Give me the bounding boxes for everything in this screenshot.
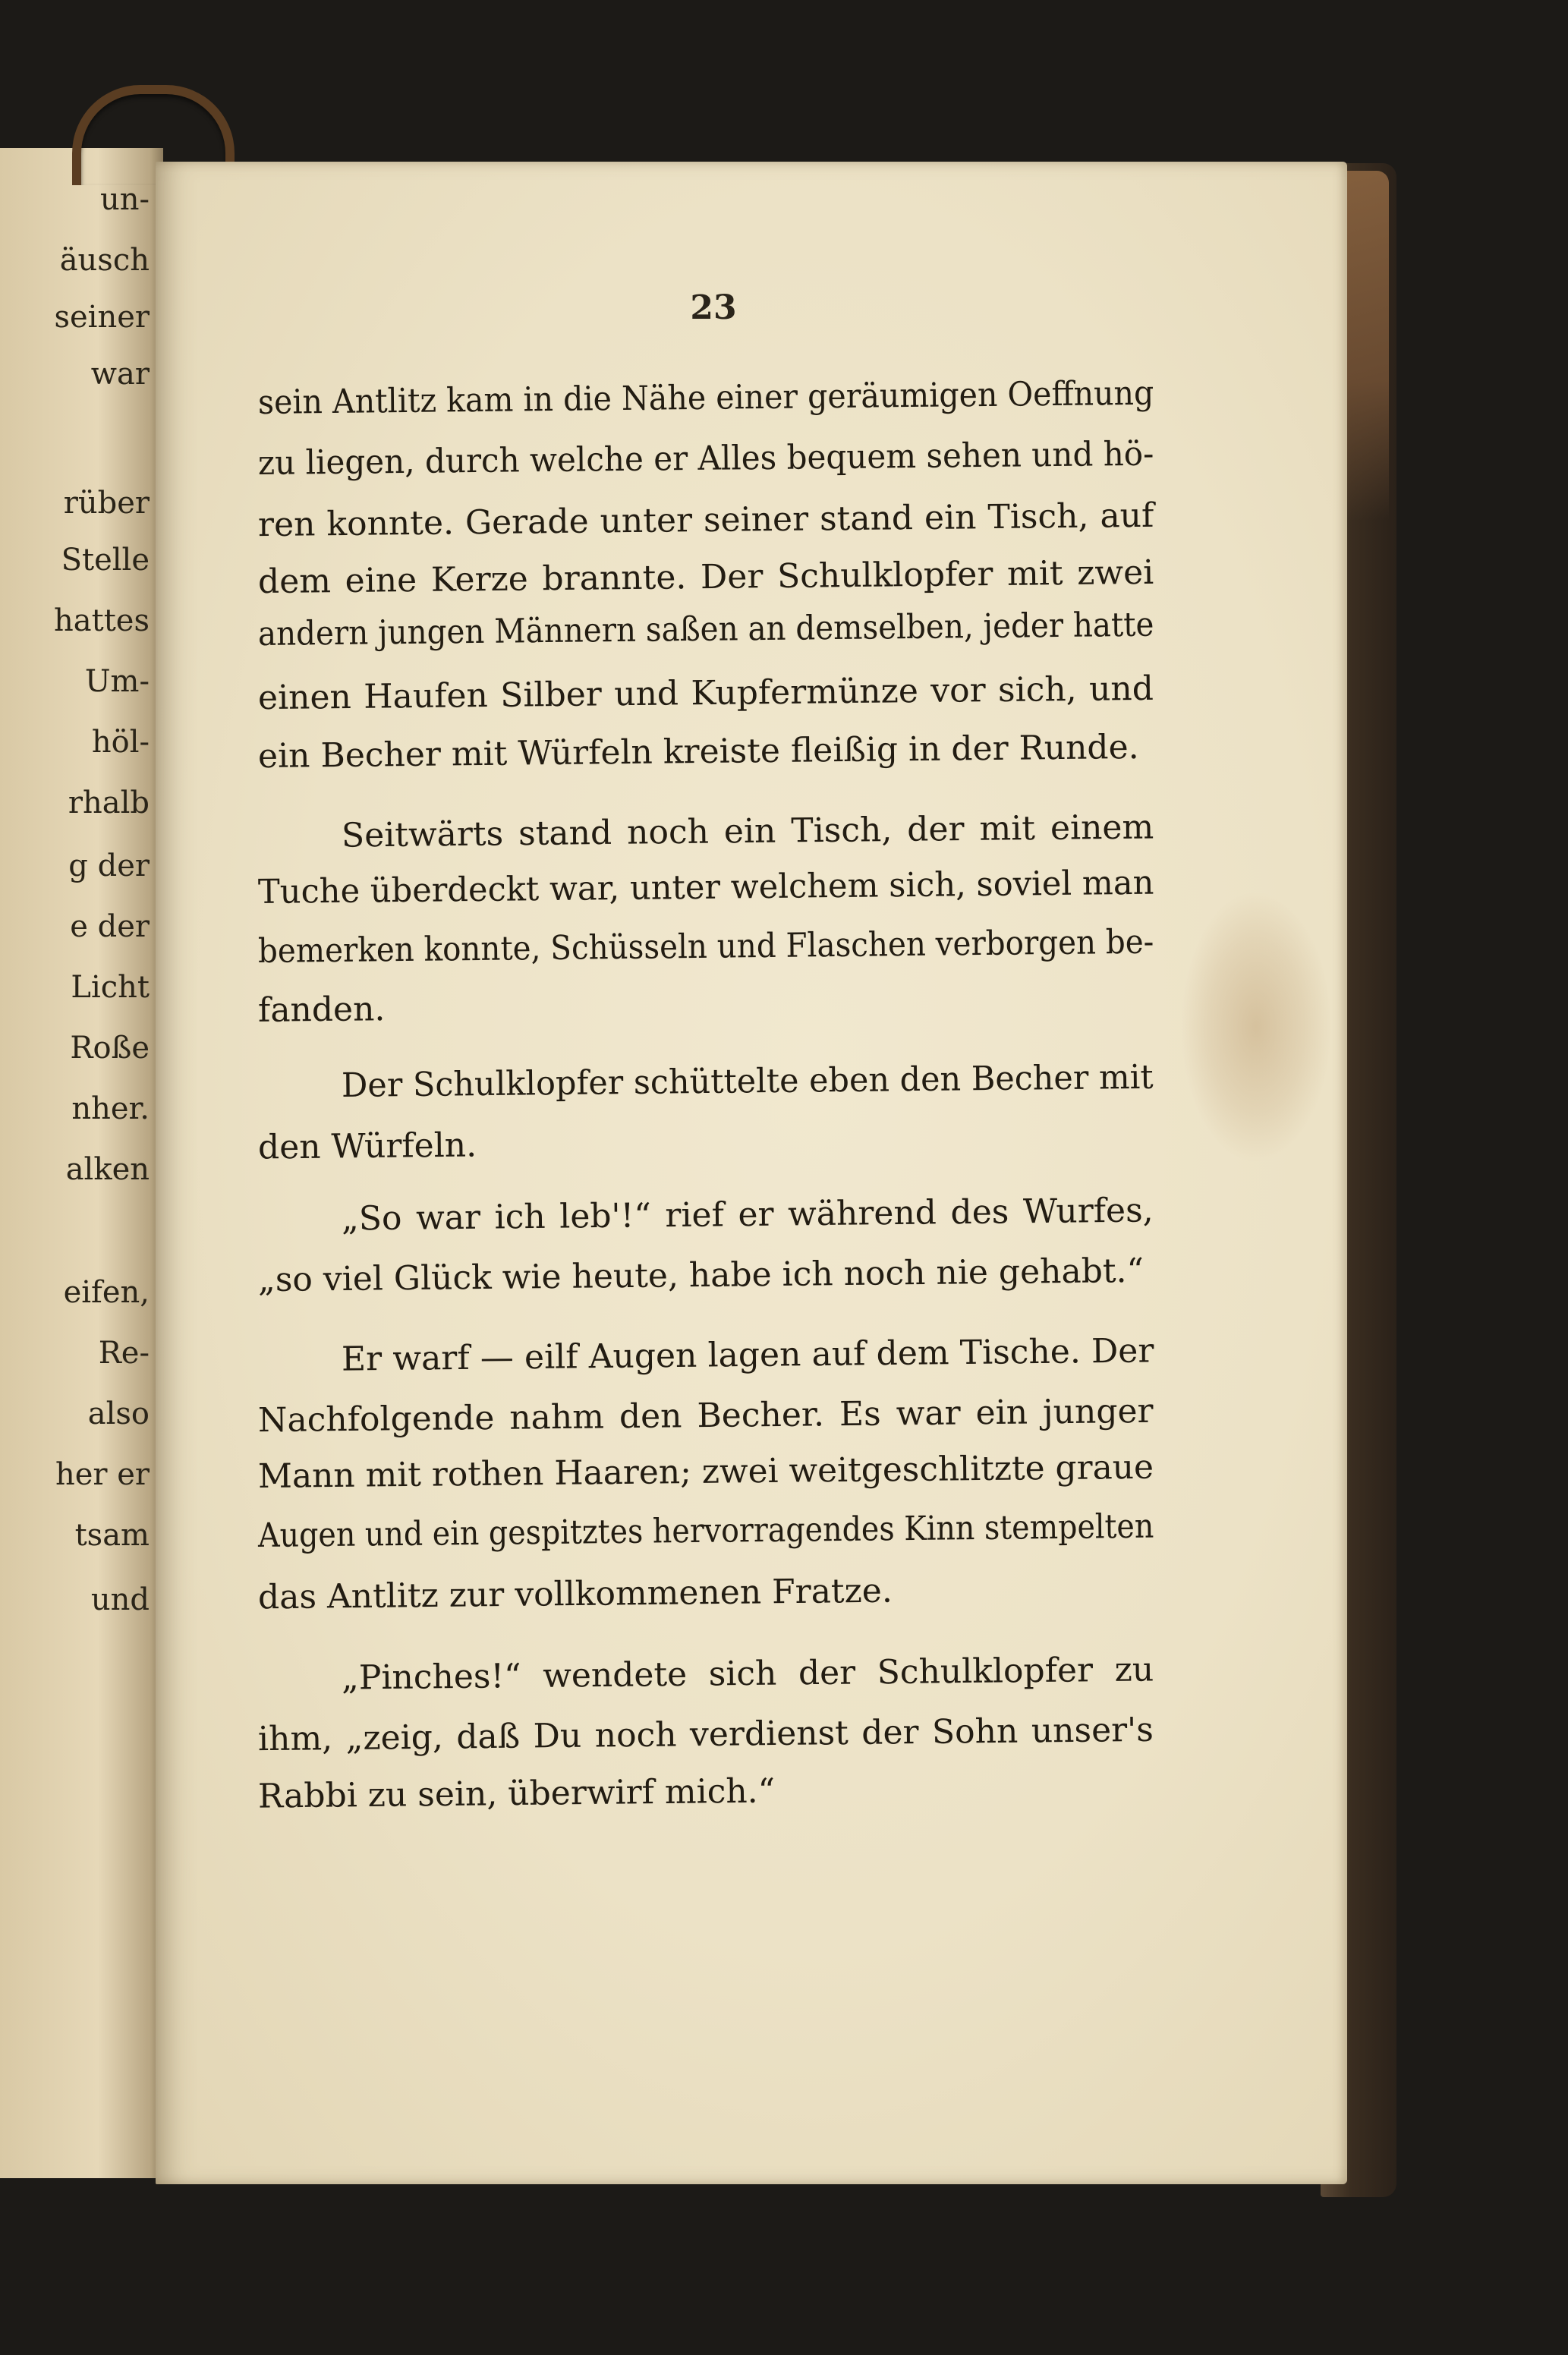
text-line: Rabbi zu sein, überwirf mich.“ (257, 1771, 776, 1816)
paper-stain (1180, 890, 1332, 1163)
left-page-fragment: Um- (84, 664, 150, 699)
text-line: Nachfolgende nahm den Becher. Es war ein junger (257, 1391, 1154, 1440)
left-page-fragment: alken (65, 1152, 150, 1187)
text-line: das Antlitz zur vollkommenen Fratze. (257, 1571, 893, 1617)
text-line: fanden. (257, 990, 386, 1030)
left-page-fragment: Roße (70, 1031, 150, 1066)
left-page-fragment: seiner (54, 300, 150, 335)
left-page-fragment: g der (68, 848, 150, 883)
left-page-fragment: e der (70, 909, 150, 944)
text-line: andern jungen Männern saßen an demselben, jeder hatte (257, 605, 1154, 653)
text-line: dem eine Kerze brannte. Der Schulklopfer mit zwei (257, 553, 1154, 602)
text-line: sein Antlitz kam in die Nähe einer geräumigen Oeffnung (257, 373, 1154, 422)
left-page-fragment: eifen, (63, 1275, 150, 1310)
left-page-fragment: rhalb (68, 786, 150, 820)
left-page-fragment: also (87, 1396, 150, 1431)
left-page-fragment: Stelle (61, 543, 150, 578)
text-line: Er warf — eilf Augen lagen auf dem Tische. Der (341, 1331, 1154, 1379)
text-line: „so viel Glück wie heute, habe ich noch nie gehabt.“ (257, 1251, 1145, 1300)
text-line: bemerken konnte, Schüsseln und Flaschen verborgen be- (257, 922, 1154, 971)
left-page-fragment: nher. (71, 1091, 150, 1126)
left-page-fragment: hattes (54, 603, 150, 638)
left-page-fragment: Re- (98, 1336, 150, 1371)
text-line: ihm, „zeig, daß Du noch verdienst der Sohn unser's (257, 1710, 1154, 1759)
text-line: Tuche überdeckt war, unter welchem sich, soviel man (257, 863, 1154, 911)
text-line: ein Becher mit Würfeln kreiste fleißig in der Runde. (257, 727, 1139, 776)
left-page-fragment: war (90, 357, 150, 392)
page-number: 23 (690, 288, 737, 327)
text-line: den Würfeln. (257, 1126, 477, 1167)
text-line: zu liegen, durch welche er Alles bequem sehen und hö- (257, 434, 1154, 483)
left-page-fragment: und (90, 1582, 150, 1617)
text-line: „Pinches!“ wendete sich der Schulklopfer zu (341, 1650, 1154, 1698)
text-line: „So war ich leb'!“ rief er während des Wurfes, (341, 1191, 1154, 1239)
text-line: einen Haufen Silber und Kupfermünze vor sich, und (257, 669, 1154, 718)
left-page-fragment: Licht (71, 970, 150, 1005)
left-page-fragment: höl- (91, 725, 150, 760)
left-page-fragment: un- (99, 182, 150, 217)
left-page-fragment: tsam (74, 1518, 150, 1553)
text-line: Seitwärts stand noch ein Tisch, der mit einem (341, 808, 1154, 855)
left-page-fragment: her er (55, 1457, 150, 1492)
text-line: Der Schulklopfer schüttelte eben den Becher mit (341, 1057, 1154, 1105)
text-line: Augen und ein gespitztes hervorragendes Kinn stempelten (257, 1507, 1154, 1555)
left-page-fragment: äusch (59, 243, 150, 278)
text-line: Mann mit rothen Haaren; zwei weitgeschlitzte graue (257, 1447, 1154, 1496)
text-line: ren konnte. Gerade unter seiner stand ein Tisch, auf (257, 496, 1154, 545)
left-page (0, 148, 163, 2178)
left-page-fragment: rüber (63, 486, 150, 521)
left-page-text (0, 148, 163, 2178)
